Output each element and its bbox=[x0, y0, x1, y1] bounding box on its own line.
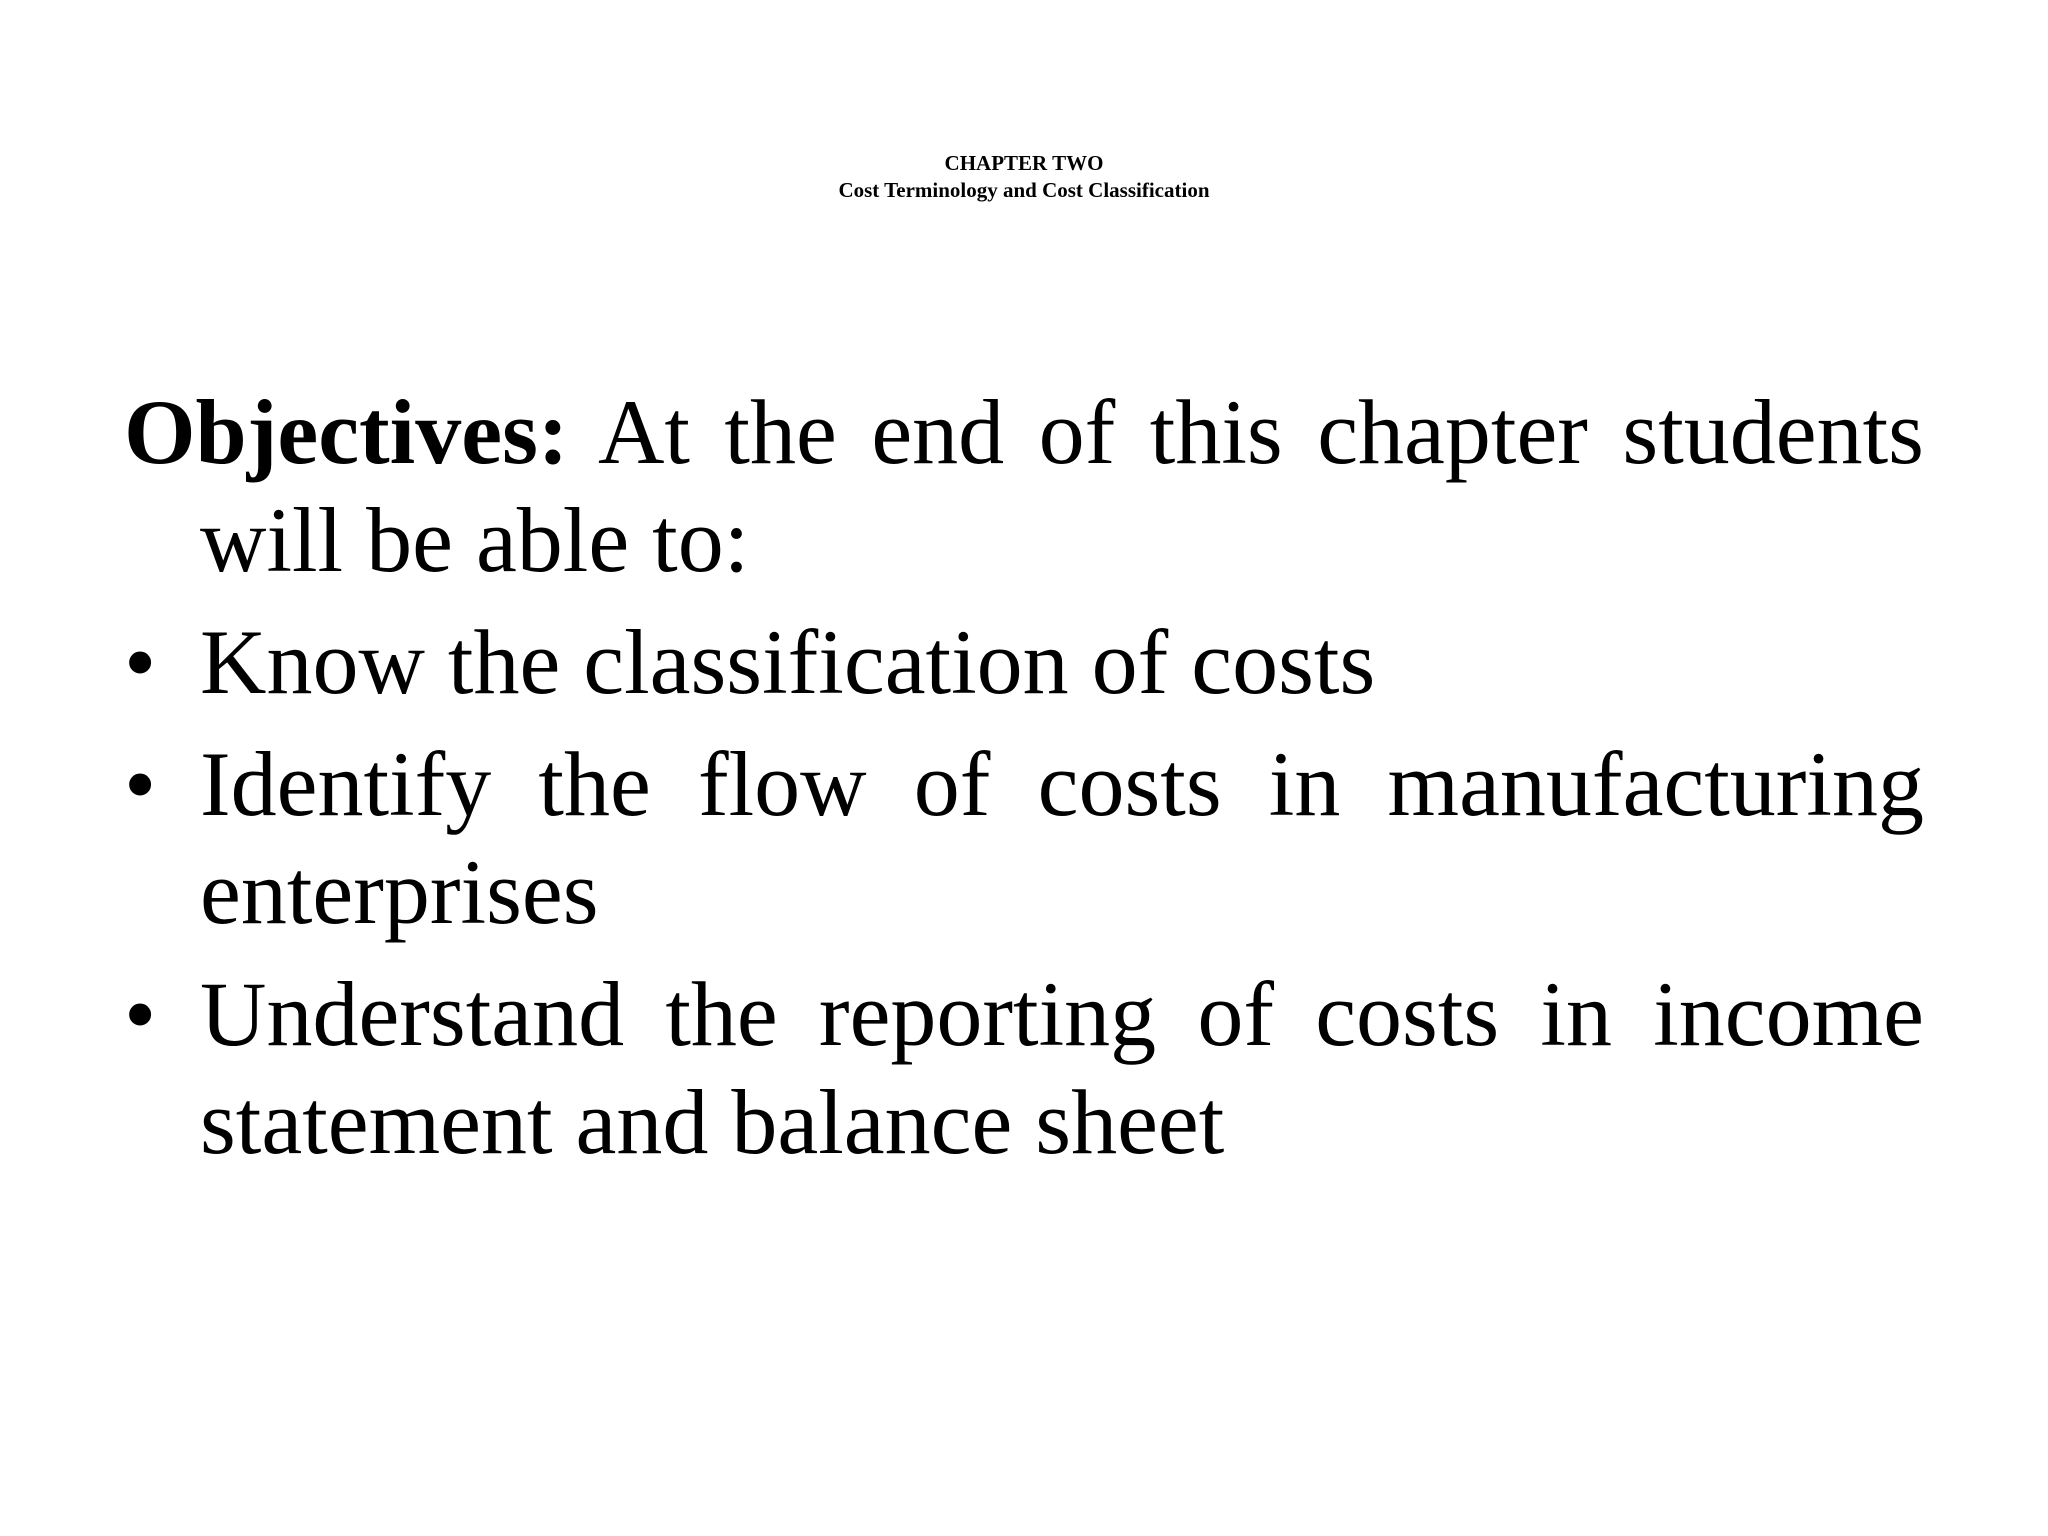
objectives-list bbox=[124, 608, 1924, 1176]
chapter-subtitle: Cost Terminology and Cost Classification bbox=[838, 178, 1210, 203]
list-item-text: Know the classification of costs bbox=[200, 611, 1376, 713]
bullet-icon: • bbox=[124, 963, 157, 1065]
list-item bbox=[124, 960, 1924, 1176]
chapter-title: CHAPTER TWO bbox=[944, 151, 1104, 175]
objectives-intro: At the end of this chapter students will be able to: bbox=[200, 381, 1924, 591]
slide-header bbox=[0, 150, 2048, 205]
list-item bbox=[124, 608, 1924, 716]
objectives-paragraph bbox=[124, 378, 1924, 594]
list-item-text: Understand the reporting of costs in income statement and balance sheet bbox=[200, 963, 1924, 1173]
list-item bbox=[124, 730, 1924, 946]
bullet-icon: • bbox=[124, 733, 157, 835]
slide-body bbox=[124, 378, 1924, 1190]
list-item-text: Identify the flow of costs in manufacturing enterprises bbox=[200, 733, 1924, 943]
objectives-label: Objectives: bbox=[124, 381, 569, 483]
bullet-icon: • bbox=[124, 611, 157, 713]
